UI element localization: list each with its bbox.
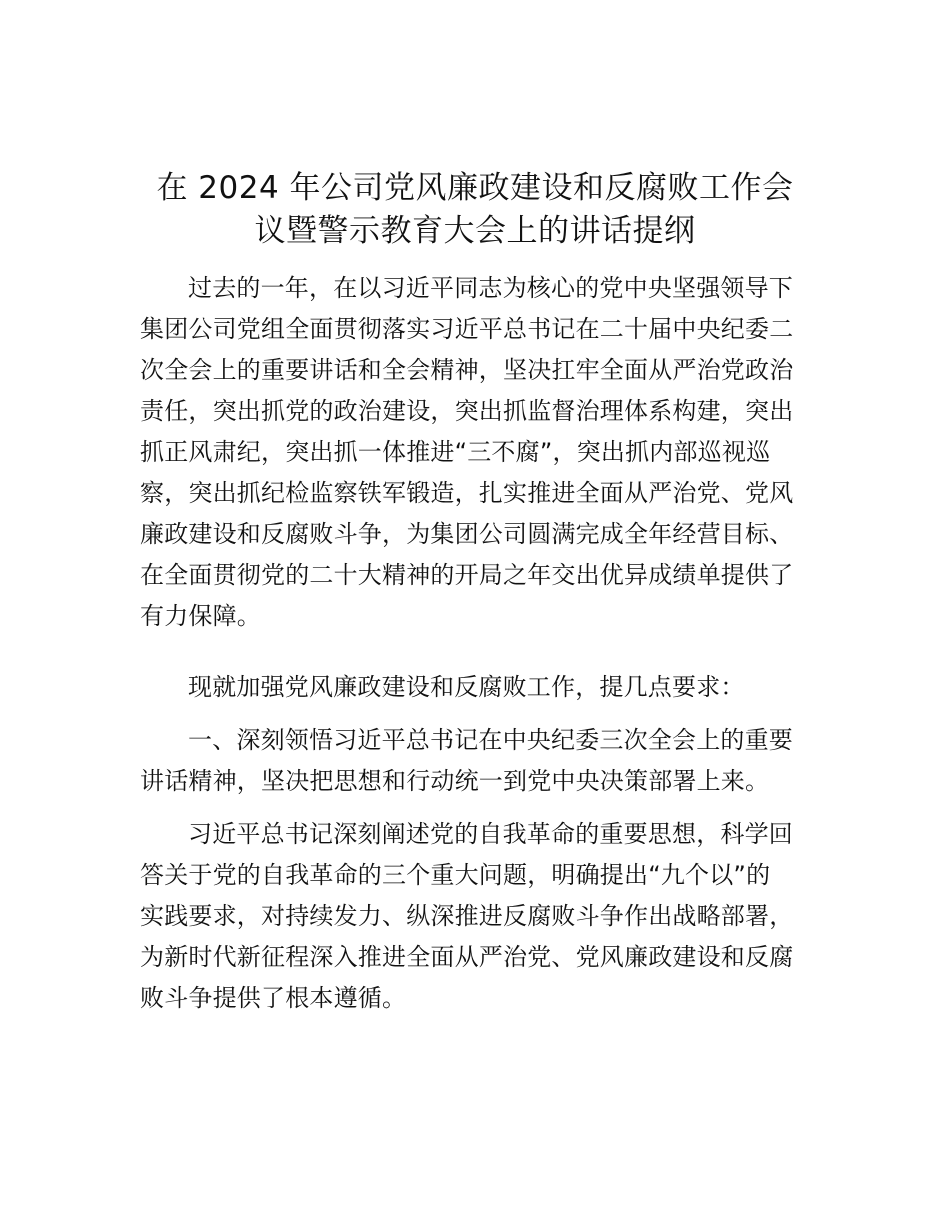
paragraph-line: 现就加强党风廉政建设和反腐败工作，提几点要求： (188, 673, 745, 701)
paragraph-line: 败斗争提供了根本遵循。 (140, 984, 407, 1012)
document-title-line-1: 在 2024 年公司党风廉政建设和反腐败工作会 (156, 170, 794, 206)
paragraph-review (140, 268, 815, 637)
paragraph-line: 抓正风肃纪，突出抓一体推进“三不腐”，突出抓内部巡视巡 (140, 438, 771, 466)
paragraph-line: 答关于党的自我革命的三个重大问题，明确提出“九个以”的 (140, 861, 771, 889)
paragraph-line: 有力保障。 (140, 602, 261, 630)
paragraph-requirements-intro (140, 667, 815, 708)
paragraph-line: 责任，突出抓党的政治建设，突出抓监督治理体系构建，突出 (140, 397, 794, 425)
paragraph-line: 习近平总书记深刻阐述党的自我革命的重要思想，科学回 (188, 820, 793, 848)
paragraph-line: 集团公司党组全面贯彻落实习近平总书记在二十届中央纪委二 (140, 315, 794, 343)
paragraph-line: 实践要求，对持续发力、纵深推进反腐败斗争作出战略部署， (140, 902, 794, 930)
paragraph-line: 讲话精神，坚决把思想和行动统一到党中央决策部署上来。 (140, 767, 770, 795)
paragraph-line: 为新时代新征程深入推进全面从严治党、党风廉政建设和反腐 (140, 943, 794, 971)
section-heading-one (140, 720, 815, 802)
document-title-line-2: 议暨警示教育大会上的讲话提纲 (254, 213, 696, 249)
paragraph-line: 察，突出抓纪检监察铁军锻造，扎实推进全面从严治党、党风 (140, 479, 794, 507)
paragraph-line: 廉政建设和反腐败斗争，为集团公司圆满完成全年经营目标、 (140, 520, 794, 548)
paragraph-self-revolution (140, 814, 815, 1019)
paragraph-line: 一、深刻领悟习近平总书记在中央纪委三次全会上的重要 (188, 726, 793, 754)
paragraph-line: 过去的一年，在以习近平同志为核心的党中央坚强领导下 (188, 274, 793, 302)
paragraph-line: 在全面贯彻党的二十大精神的开局之年交出优异成绩单提供了 (140, 561, 794, 589)
paragraph-line: 次全会上的重要讲话和全会精神，坚决扛牢全面从严治党政治 (140, 356, 794, 384)
